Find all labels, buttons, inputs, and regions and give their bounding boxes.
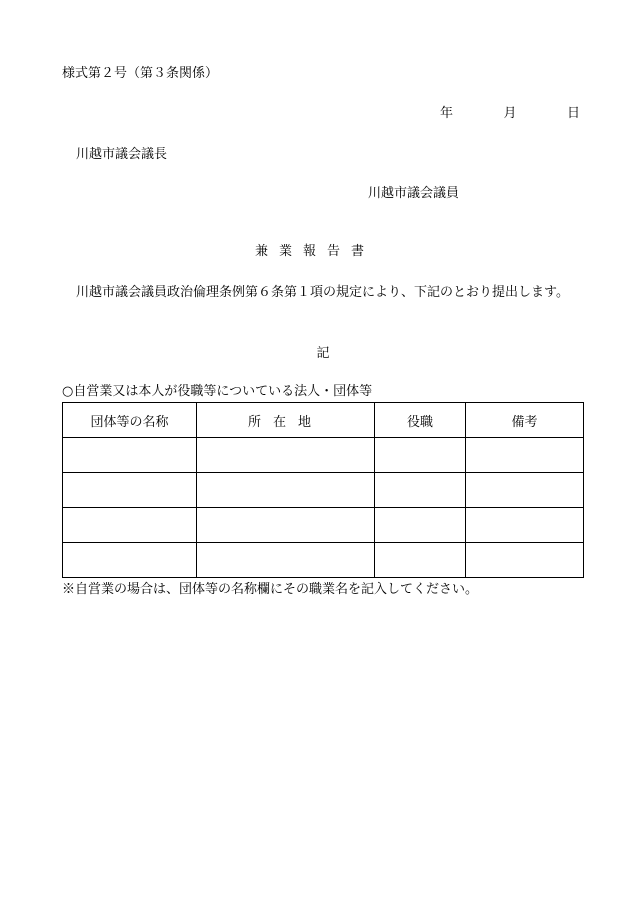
- cell-location[interactable]: [197, 543, 375, 578]
- cell-position[interactable]: [375, 543, 466, 578]
- header-organization-name: 団体等の名称: [63, 403, 197, 438]
- cell-remarks[interactable]: [466, 508, 584, 543]
- addressee: 川越市議会議長: [76, 147, 168, 162]
- cell-position[interactable]: [375, 438, 466, 473]
- table-row: [63, 473, 584, 508]
- cell-organization-name[interactable]: [63, 543, 197, 578]
- footnote: ※自営業の場合は、団体等の名称欄にその職業名を記入してください。: [62, 582, 479, 597]
- document-title: 兼業報告書: [254, 244, 375, 259]
- ki-heading: 記: [316, 346, 330, 361]
- table-row: [63, 543, 584, 578]
- table-row: [63, 508, 584, 543]
- header-position: 役職: [375, 403, 466, 438]
- cell-location[interactable]: [197, 438, 375, 473]
- body-text: 川越市議会議員政治倫理条例第６条第１項の規定により、下記のとおり提出します。: [76, 285, 569, 300]
- header-remarks: 備考: [466, 403, 584, 438]
- cell-location[interactable]: [197, 473, 375, 508]
- cell-position[interactable]: [375, 473, 466, 508]
- table-row: [63, 438, 584, 473]
- cell-organization-name[interactable]: [63, 438, 197, 473]
- form-number: 様式第２号（第３条関係）: [62, 66, 219, 81]
- cell-organization-name[interactable]: [63, 508, 197, 543]
- table-caption: ○自営業又は本人が役職等についている法人・団体等: [62, 384, 373, 399]
- cell-location[interactable]: [197, 508, 375, 543]
- cell-remarks[interactable]: [466, 543, 584, 578]
- cell-remarks[interactable]: [466, 473, 584, 508]
- cell-remarks[interactable]: [466, 438, 584, 473]
- year-label: 年: [440, 106, 454, 121]
- month-label: 月: [503, 106, 517, 121]
- sender: 川越市議会議員: [368, 186, 460, 201]
- cell-position[interactable]: [375, 508, 466, 543]
- table-header-row: [63, 403, 584, 438]
- date-line: [440, 106, 580, 122]
- header-location: 所在地: [197, 403, 375, 438]
- day-label: 日: [566, 106, 580, 121]
- cell-organization-name[interactable]: [63, 473, 197, 508]
- side-business-table: [62, 402, 584, 578]
